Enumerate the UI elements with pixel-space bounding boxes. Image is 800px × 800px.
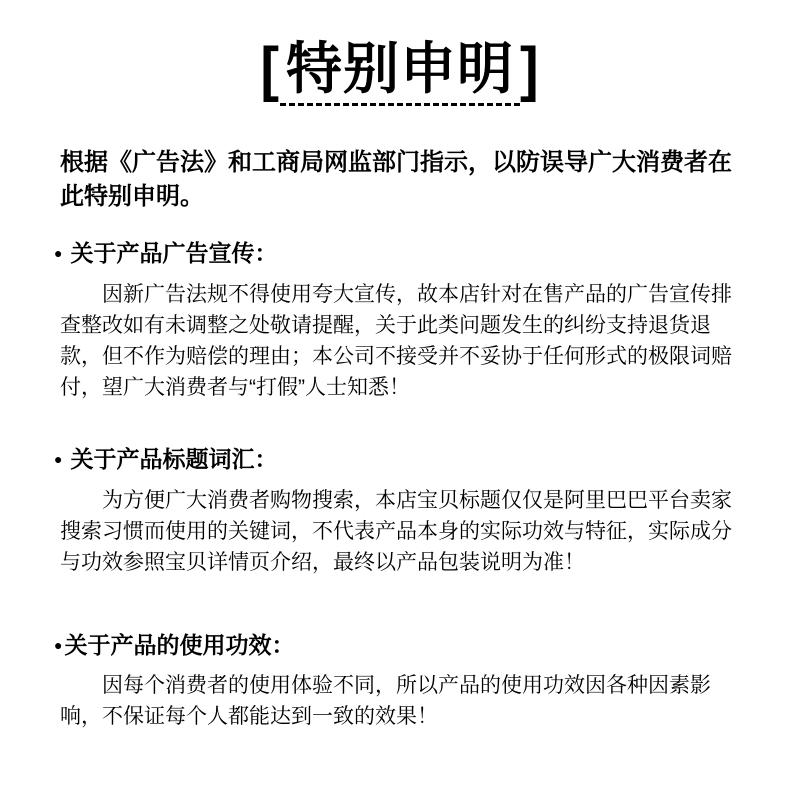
title-open-bracket: [ (260, 34, 280, 103)
section-heading-label: 关于产品广告宣传： (70, 240, 278, 267)
title-text: 特别申明 (280, 38, 520, 106)
section-heading (54, 631, 745, 661)
section-body: 为方便广大消费者购物搜索，本店宝贝标题仅仅是阿里巴巴平台卖家搜索习惯而使用的关键词，不代表产品本身的实际功效与特征，实际成分与功效参照宝贝详情页介绍，最终以产品包装说明为准！ (60, 489, 732, 575)
intro-paragraph: 根据《广告法》和工商局网监部门指示，以防误导广大消费者在此特别申明。 (60, 148, 732, 211)
section-title-keywords (0, 445, 800, 578)
section-usage-effect (0, 631, 800, 733)
section-heading (54, 445, 745, 475)
bullet-icon: ● (54, 636, 63, 653)
section-heading-label: 关于产品标题词汇： (70, 446, 278, 473)
section-heading-label: 关于产品的使用功效： (64, 631, 295, 658)
section-body: 因新广告法规不得使用夸大宣传，故本店针对在售产品的广告宣传排查整改如有未调整之处敬请提醒，关于此类问题发生的纠纷支持退货退款，但不作为赔偿的理由；本公司不接受并不妥协于任何形式的极限词赔付，望广大消费者与“打假”人士知悉！ (60, 283, 732, 400)
section-advertising (0, 239, 800, 403)
bullet-icon: ● (54, 451, 63, 468)
section-body: 因每个消费者的使用体验不同，所以产品的使用功效因各种因素影响，不保证每个人都能达到一致的效果！ (60, 674, 711, 729)
bullet-icon: ● (54, 245, 63, 262)
page-title (0, 0, 800, 106)
section-heading (54, 239, 745, 269)
title-close-bracket: ] (520, 34, 540, 103)
